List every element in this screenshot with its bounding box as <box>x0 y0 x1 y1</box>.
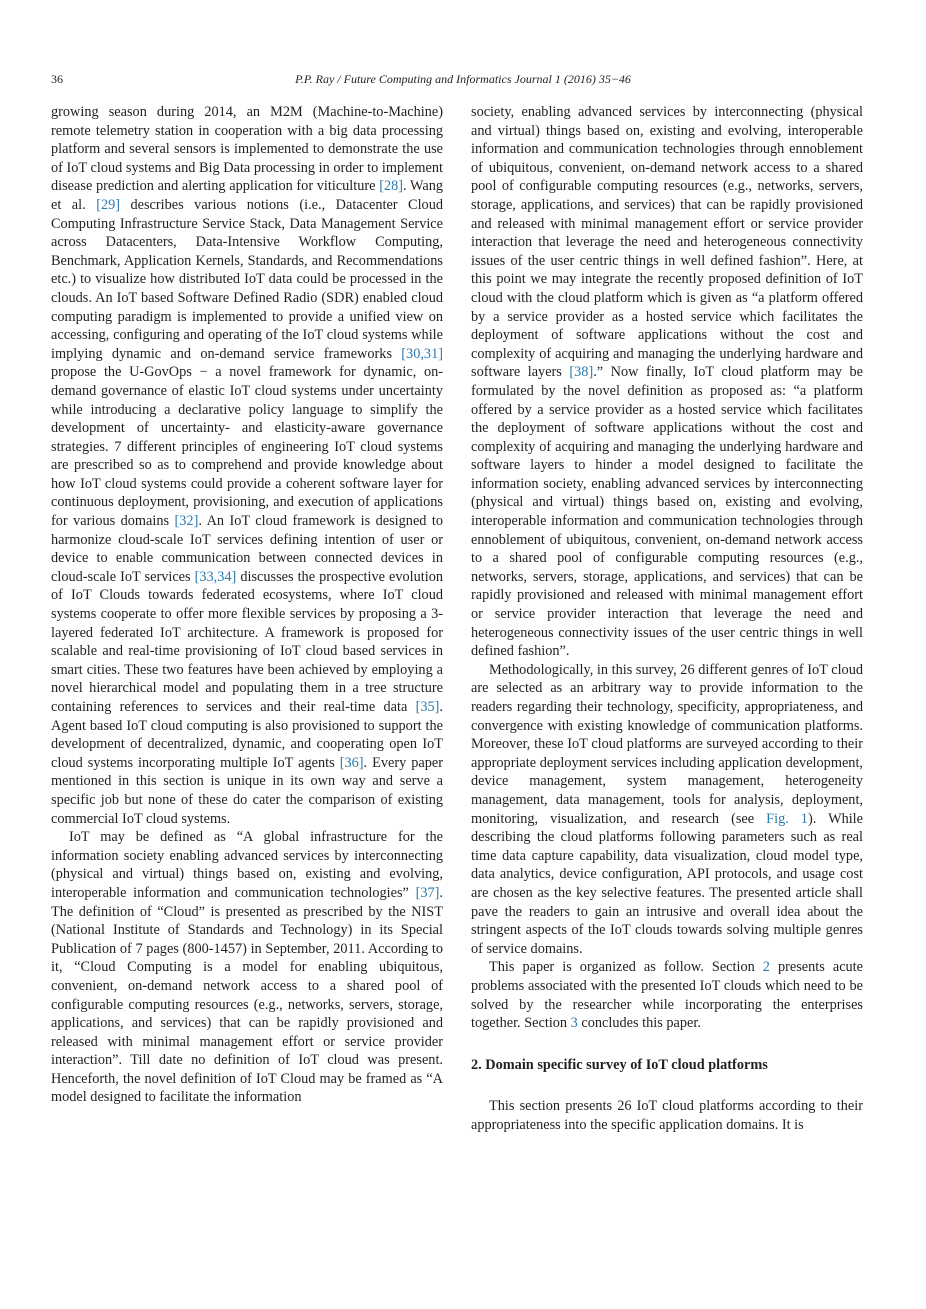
section-link[interactable]: 2 <box>762 959 770 976</box>
paragraph <box>471 661 863 959</box>
text: growing season during 2014, an M2M (Machine-to-Machine) remote telemetry station in cooperation with a big data processing platform and several sensors is implemented to demonstrate the use of IoT cloud systems and Big Data processing in order to implement disease prediction and alerting application for viticulture <box>51 104 443 195</box>
citation-link[interactable]: [36] <box>339 754 364 771</box>
paragraph <box>51 828 443 1107</box>
section-link[interactable]: 3 <box>570 1015 578 1032</box>
text: This section presents 26 IoT cloud platforms according to their appropriateness into the specific application domains. It is <box>471 1098 863 1133</box>
citation-link[interactable]: [37] <box>415 884 440 901</box>
citation-link[interactable]: [38] <box>569 364 594 381</box>
paragraph <box>471 958 863 1032</box>
paragraph <box>51 103 443 828</box>
text: . Agent based IoT cloud computing is also provisioned to support the development of decentralized, dynamic, and cooperating open IoT cloud systems incorporating multiple IoT agents <box>51 699 443 771</box>
text: concludes this paper. <box>577 1015 701 1032</box>
paragraph <box>471 1097 863 1134</box>
citation-link[interactable]: [33,34] <box>194 568 237 585</box>
text: ). While describing the cloud platforms following parameters such as real time data capture capability, data visualization, cloud model type, data analytics, device configuration, API protocols, and usage cost are chosen as the key selective features. The presented article shall pave the readers to gain an intrusive and overall idea about the stringent aspects of the IoT clouds towards solving multiple genres of service domains. <box>471 810 864 957</box>
text: Methodologically, in this survey, 26 different genres of IoT cloud are selected as an arbitrary way to provide information to the readers regarding their technology, specificity, appropriateness, and convergence with existing knowledge of communication platforms. Moreover, these IoT cloud platforms are surveyed according to their appropriate deployment services including application development, device management, system management, heterogeneity management, data management, tools for analysis, deployment, monitoring, visualization, and research (see <box>471 661 863 827</box>
running-title: P.P. Ray / Future Computing and Informatics Journal 1 (2016) 35−46 <box>295 72 631 86</box>
text: . Wang et al. <box>51 178 443 213</box>
section-heading: 2. Domain specific survey of IoT cloud platforms <box>471 1056 768 1073</box>
paragraph <box>471 103 863 661</box>
text: describes various notions (i.e., Datacenter Cloud Computing Infrastructure Service Stack, Data Management Service across Datacenters, Data-Intensive Workflow Computing, Benchmark, Application Kernels, Standards, and Recommendations etc.) to visualize how distributed IoT data could be processed in the clouds. An IoT based Software Defined Radio (SDR) enabled cloud computing paradigm is implemented to provide a unified view on accessing, configuring and operating of the IoT cloud systems while implying dynamic and on-demand service frameworks <box>51 196 443 362</box>
citation-link[interactable]: [28] <box>379 178 404 195</box>
text: presents acute problems associated with the presented IoT clouds which need to be solved by the researcher while incorporating the enterprises together. Section <box>471 959 864 1032</box>
citation-link[interactable]: [29] <box>96 196 121 213</box>
text: society, enabling advanced services by interconnecting (physical and virtual) things based on, existing and evolving, interoperable information and communication technologies through ennoblement of ubiquitous, convenient, on-demand network access to a shared pool of configurable computing resources (e.g., networks, servers, storage, applications, and services) that can be rapidly provisioned and released with minimal management effort or service provider interaction that leverage the need and heterogeneous connectivity issues of the user centric things in well defined fashion”. Here, at this point we may integrate the recently proposed definition of IoT cloud with the cloud platform which is given as “a platform offered by a service provider as a hosted service which facilitates the deployment of software applications without the cost and complexity of acquiring and managing the underlying hardware and software layers <box>471 104 863 381</box>
text: . The definition of “Cloud” is presented as prescribed by the NIST (National Institute of Standards and Technology) in its Special Publication of 7 pages (800-1457) in September, 2011. According to it, “Cloud Computing is a model for enabling ubiquitous, convenient, on-demand network access to a shared pool of configurable computing resources (e.g., networks, servers, storage, applications, and services) that can be rapidly provisioned and released with minimal management effort or service provider interaction”. Till date no definition of IoT cloud was present. Henceforth, the novel definition of IoT Cloud may be framed as “A model designed to facilitate the information <box>51 884 443 1106</box>
text: . An IoT cloud framework is designed to harmonize cloud-scale IoT services defining intention of user or device to enable communication between connected devices in cloud-scale IoT services <box>51 513 443 585</box>
figure-link[interactable]: Fig. 1 <box>766 810 808 827</box>
page-number: 36 <box>51 72 63 86</box>
citation-link[interactable]: [32] <box>174 513 199 530</box>
text: This paper is organized as follow. Section <box>489 959 763 976</box>
text: IoT may be defined as “A global infrastructure for the information society enabling advanced services by interconnecting (physical and virtual) things based on, existing and evolving, interoperable information and communication technologies” <box>51 829 443 901</box>
citation-link[interactable]: [35] <box>415 699 440 715</box>
text: discusses the prospective evolution of IoT Clouds towards federated ecosystems, where IoT cloud systems cooperate to offer more flexible services by proposing a 3-layered federated IoT architecture. A framework is proposed for scalable and real-time provisioning of IoT cloud based services in smart cities. These two features have been achieved by employing a novel hierarchical model and populating them in a tree structure containing references to services and their real-time data <box>51 568 443 715</box>
text: .” Now finally, IoT cloud platform may be formulated by the novel definition as proposed as: “a platform offered by a service provider as a hosted service which facilitates the deployment of software applications without the cost and complexity of acquiring and managing the underlying hardware and software layers to hinder a model designed to facilitate the information society, enabling advanced services by interconnecting (physical and virtual) things based on, existing and evolving, interoperable information and communication technologies through ennoblement of ubiquitous, convenient, on-demand network access to a shared pool of configurable computing resources (e.g., networks, servers, storage, applications, and services) that can be rapidly provisioned and released with minimal management effort or service provider interaction that leverage the need and heterogeneous connectivity issues of the user centric things in well defined fashion”. <box>471 364 863 660</box>
text: . Every paper mentioned in this section is unique in its own way and serve a specific job but none of these do cater the comparison of existing commercial IoT cloud systems. <box>51 754 443 827</box>
text: propose the U-GovOps − a novel framework for dynamic, on-demand governance of elastic IoT cloud systems under uncertainty while introducing a declarative policy language to simplify the development of uncertainty- and elasticity-aware governance strategies. 7 different principles of engineering IoT cloud systems are prescribed so as to comprehend and provide knowledge about how IoT cloud systems could provide a coherent software layer for continuous deployment, provisioning, and execution of applications for various domains <box>51 364 443 530</box>
right-column <box>471 103 863 1134</box>
left-column <box>51 103 443 1107</box>
citation-link[interactable]: [30,31] <box>401 345 443 362</box>
